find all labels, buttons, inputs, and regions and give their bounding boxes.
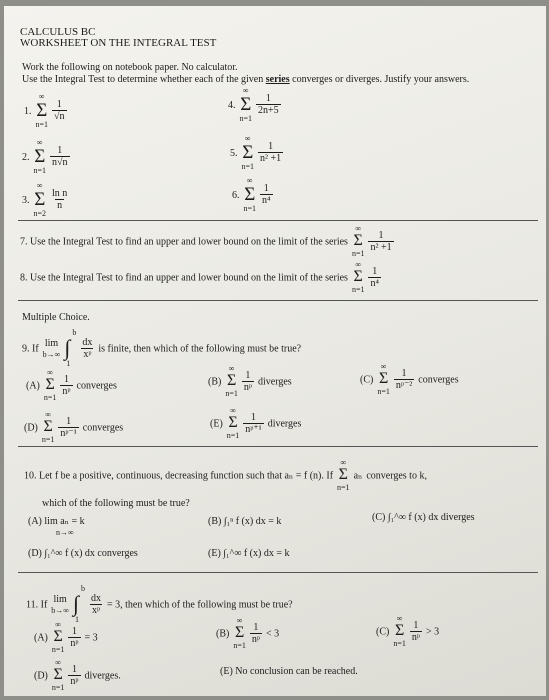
q11-choice-c[interactable]: (C) ∞ Σ n=1 $\frac{1}{\text{nᵖ}}$ > 3 bbox=[376, 614, 440, 648]
q9-choice-a[interactable]: (A) ∞ Σ n=1 $\frac{1}{\text{nᵖ}}$ converges bbox=[26, 368, 117, 402]
q9-choice-d[interactable]: (D) ∞ Σ n=1 $\frac{1}{\text{nᵖ⁻¹}}$ converges bbox=[24, 410, 124, 444]
worksheet-page bbox=[4, 6, 546, 696]
question-9: 9. If lim b→∞ b ∫ 1 $\frac{dx}{\text{xᵖ}}$ is finite, then which of the following must be true? bbox=[22, 328, 302, 368]
q10-choice-e[interactable]: (E) ∫₁^∞ f (x) dx = k bbox=[208, 548, 290, 559]
q9-choice-e[interactable]: (E) ∞ Σ n=1 $\frac{1}{\text{nᵖ⁺¹}}$ diverges bbox=[210, 406, 302, 440]
course-title: CALCULUS BC bbox=[20, 26, 96, 38]
problem-1: 1. ∞ Σ n=1 $\frac{1}{√n}$ bbox=[24, 92, 65, 129]
q11-choice-b[interactable]: (B) ∞ Σ n=1 $\frac{1}{\text{nᵖ}}$ < 3 bbox=[216, 616, 280, 650]
instructions-line-1: Work the following on notebook paper. No calculator. bbox=[22, 62, 238, 73]
instructions-line-2: Use the Integral Test to determine whether each of the given series converges or diverges. Justify your answers. bbox=[22, 74, 470, 85]
problem-5: 5. ∞ Σ n=1 $\frac{1}{\text{n² +1}}$ bbox=[230, 134, 282, 171]
question-8: 8. Use the Integral Test to find an upper and lower bound on the limit of the series ∞ Σ n=1 $\frac{1}{\text{n⁴}}$ bbox=[20, 260, 379, 294]
divider-3 bbox=[18, 446, 538, 447]
q11-choice-e[interactable]: (E) No conclusion can be reached. bbox=[220, 666, 358, 677]
q10-choice-a[interactable]: (A) lim aₙ = k n→∞ bbox=[28, 516, 85, 537]
q10-choice-d[interactable]: (D) ∫₁^∞ f (x) dx converges bbox=[28, 548, 138, 559]
question-7: 7. Use the Integral Test to find an upper and lower bound on the limit of the series ∞ Σ n=1 $\frac{1}{\text{n² +1}}$ bbox=[20, 224, 392, 258]
problem-6: 6. ∞ Σ n=1 $\frac{1}{\text{n⁴}}$ bbox=[232, 176, 271, 213]
question-10: 10. Let f be a positive, continuous, decreasing function such that aₙ = f (n). If ∞ Σ n=1 aₙ converges to k, bbox=[24, 458, 427, 492]
q9-choice-c[interactable]: (C) ∞ Σ n=1 $\frac{1}{\text{nᵖ⁻²}}$ converges bbox=[360, 362, 459, 396]
divider-4 bbox=[18, 572, 538, 573]
q10-line-2: which of the following must be true? bbox=[42, 498, 190, 509]
q10-choice-b[interactable]: (B) ∫₁ⁿ f (x) dx = k bbox=[208, 516, 282, 527]
mc-heading: Multiple Choice. bbox=[22, 312, 90, 323]
problem-4: 4. ∞ Σ n=1 $\frac{1}{2n+5}$ bbox=[228, 86, 279, 123]
problem-2: 2. ∞ Σ n=1 $\frac{1}{n√n}$ bbox=[22, 138, 68, 175]
problem-3: 3. ∞ Σ n=2 $\frac{\text{ln n}}{n}$ bbox=[22, 181, 68, 218]
q11-choice-a[interactable]: (A) ∞ Σ n=1 $\frac{1}{\text{nᵖ}}$ = 3 bbox=[34, 620, 98, 654]
q10-choice-c[interactable]: (C) ∫₁^∞ f (x) dx diverges bbox=[372, 512, 475, 523]
divider-1 bbox=[18, 220, 538, 221]
q9-choice-b[interactable]: (B) ∞ Σ n=1 $\frac{1}{\text{nᵖ}}$ diverges bbox=[208, 364, 292, 398]
q11-choice-d[interactable]: (D) ∞ Σ n=1 $\frac{1}{\text{nᵖ}}$ diverges. bbox=[34, 658, 121, 692]
question-11: 11. If lim b→∞ b ∫ 1 $\frac{dx}{\text{xᵖ}}$ = 3, then which of the following must be true? bbox=[26, 584, 293, 624]
divider-2 bbox=[18, 300, 538, 301]
worksheet-title: WORKSHEET ON THE INTEGRAL TEST bbox=[20, 37, 217, 49]
